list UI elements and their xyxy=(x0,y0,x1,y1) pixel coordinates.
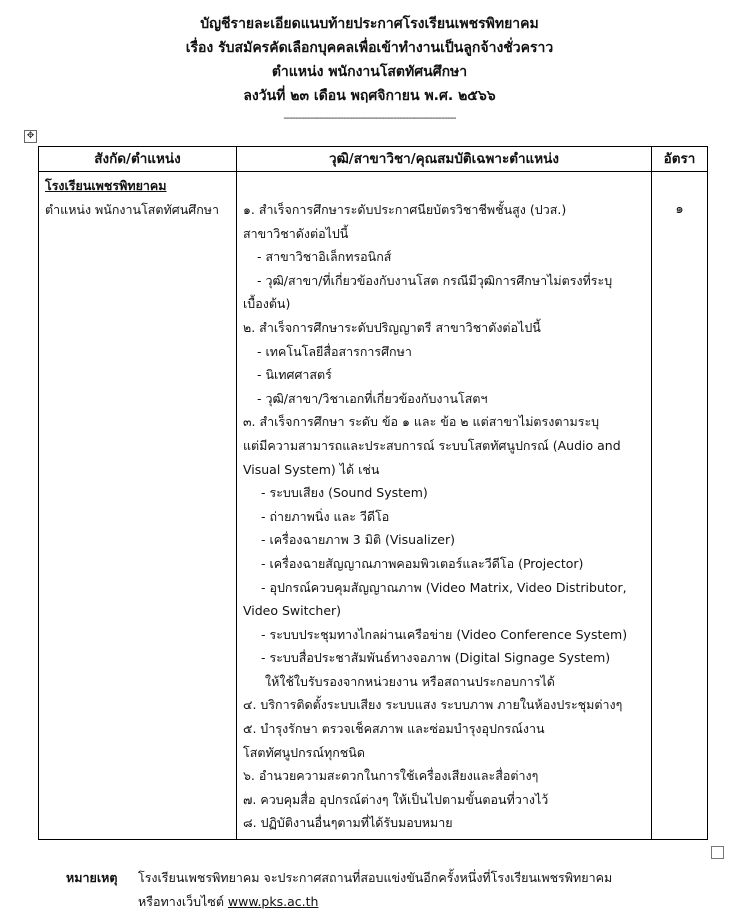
qualification-1-item: - วุฒิ/สาขา/ที่เกี่ยวข้องกับงานโสต กรณีมีวุฒิการศึกษาไม่ตรงที่ระบุ xyxy=(257,272,613,288)
qualification-3-item: - ถ่ายภาพนิ่ง และ วีดีโอ xyxy=(261,508,390,524)
remark-text: โรงเรียนเพชรพิทยาคม จะประกาศสถานที่สอบแข่งขันอีกครั้งหนึ่งที่โรงเรียนเพชรพิทยาคม xyxy=(138,870,613,885)
qualification-1-item: - สาขาวิชาอิเล็กทรอนิกส์ xyxy=(257,249,392,265)
header-title: บัญชีรายละเอียดแนบท้ายประกาศโรงเรียนเพชรพิทยาคม xyxy=(200,16,539,32)
qualification-3: ๓. สำเร็จการศึกษา ระดับ ข้อ ๑ และ ข้อ ๒ แต่สาขาไม่ตรงตามระบุ xyxy=(243,414,600,430)
move-cross-icon[interactable]: ✥ xyxy=(24,130,37,143)
rate-cell: ๑ xyxy=(652,172,708,840)
position-name: ตำแหน่ง พนักงานโสตทัศนศึกษา xyxy=(45,202,220,217)
header-unit-position: สังกัด/ตำแหน่ง xyxy=(39,147,237,172)
qualification-3-item: - ระบบเสียง (Sound System) xyxy=(261,485,428,501)
remark-label: หมายเหตุ xyxy=(66,870,118,885)
website-link[interactable]: www.pks.ac.th xyxy=(227,894,319,909)
header-qualifications: วุฒิ/สาขาวิชา/คุณสมบัติเฉพาะตำแหน่ง xyxy=(237,147,652,172)
header-position: ตำแหน่ง พนักงานโสตทัศนศึกษา xyxy=(271,64,468,80)
qualification-2-item: - เทคโนโลยีสื่อสารการศึกษา xyxy=(257,343,412,359)
table-header-row xyxy=(39,147,708,172)
remark-website-prefix: หรือทางเว็บไซต์ xyxy=(138,894,228,909)
qualification-3-item-cont: Video Switcher) xyxy=(243,603,342,619)
qualification-3-item: - ระบบสื่อประชาสัมพันธ์ทางจอภาพ (Digital Signage System) xyxy=(261,650,611,666)
qualification-2: ๒. สำเร็จการศึกษาระดับปริญญาตรี สาขาวิชาดังต่อไปนี้ xyxy=(243,319,541,335)
qualification-4: ๔. บริการติดตั้งระบบเสียง ระบบแสง ระบบภาพ ภายในห้องประชุมต่างๆ xyxy=(243,697,623,713)
qualification-2-item: - วุฒิ/สาขา/วิชาเอกที่เกี่ยวข้องกับงานโสตฯ xyxy=(257,390,488,406)
header-subject: เรื่อง รับสมัครคัดเลือกบุคคลเพื่อเข้าทำงานเป็นลูกจ้างชั่วคราว xyxy=(185,40,554,56)
school-name: โรงเรียนเพชรพิทยาคม xyxy=(45,178,167,193)
qualification-1: ๑. สำเร็จการศึกษาระดับประกาศนียบัตรวิชาชีพชั้นสูง (ปวส.) xyxy=(243,202,567,217)
header-date: ลงวันที่ ๒๓ เดือน พฤศจิกายน พ.ศ. ๒๕๖๖ xyxy=(243,88,496,104)
qualification-1-item-cont: เบื้องต้น) xyxy=(243,296,291,312)
qualification-2-item: - นิเทศศาสตร์ xyxy=(257,367,332,383)
header-rate: อัตรา xyxy=(652,147,708,172)
remark-text-cont xyxy=(138,890,318,914)
qualification-3-item: - เครื่องฉายสัญญาณภาพคอมพิวเตอร์และวีดีโอ (Projector) xyxy=(261,555,584,571)
qualification-7: ๗. ควบคุมสื่อ อุปกรณ์ต่างๆ ให้เป็นไปตามขั้นตอนที่วางไว้ xyxy=(243,791,549,807)
qualification-3-cont: Visual System) ได้ เช่น xyxy=(243,461,380,477)
document-header xyxy=(0,12,739,126)
qualification-3-item: - อุปกรณ์ควบคุมสัญญาณภาพ (Video Matrix, Video Distributor, xyxy=(261,579,627,595)
header-separator: ---------------------------------------------------------- xyxy=(283,111,456,124)
qualification-5-cont: โสตทัศนูปกรณ์ทุกชนิด xyxy=(243,744,365,760)
qualification-3-item: - ระบบประชุมทางไกลผ่านเครือข่าย (Video Conference System) xyxy=(261,626,628,642)
qualification-3-item: - เครื่องฉายภาพ 3 มิติ (Visualizer) xyxy=(261,532,455,548)
qualification-6: ๖. อำนวยความสะดวกในการใช้เครื่องเสียงและสื่อต่างๆ xyxy=(243,768,539,784)
qualification-8: ๘. ปฏิบัติงานอื่นๆตามที่ได้รับมอบหมาย xyxy=(243,815,453,831)
qualifications-cell xyxy=(237,172,652,840)
unit-cell xyxy=(39,172,237,840)
qualification-3-cont: แต่มีความสามารถและประสบการณ์ ระบบโสตทัศนูปกรณ์ (Audio and xyxy=(243,437,621,453)
qualification-table xyxy=(38,146,708,840)
table-end-marker xyxy=(711,846,724,859)
qualification-3-note: ให้ใช้ใบรับรองจากหน่วยงาน หรือสถานประกอบการได้ xyxy=(265,673,555,689)
table-row xyxy=(39,172,708,840)
qualification-5: ๕. บำรุงรักษา ตรวจเช็คสภาพ และซ่อมบำรุงอุปกรณ์งาน xyxy=(243,721,545,737)
qualification-1-cont: สาขาวิชาดังต่อไปนี้ xyxy=(243,225,349,241)
